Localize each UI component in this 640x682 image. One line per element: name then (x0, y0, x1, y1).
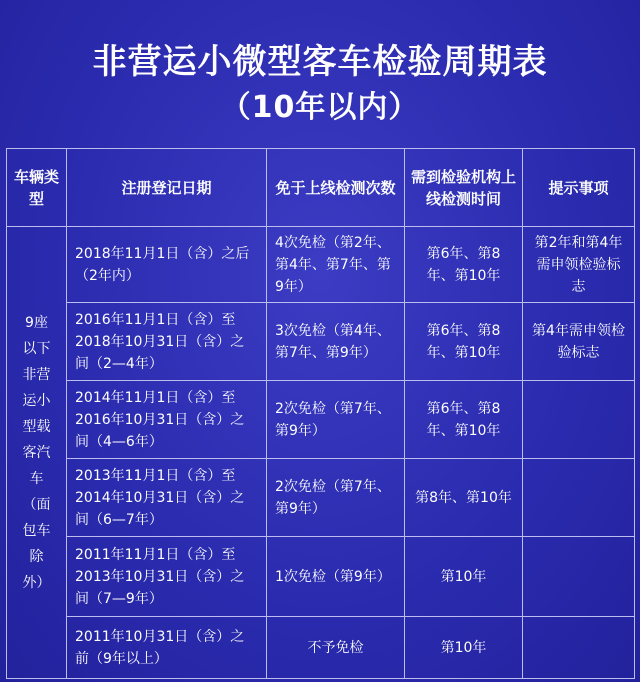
tips-cell (523, 381, 635, 459)
registration-date-cell: 2011年11月1日（含）至2013年10月31日（含）之间（7—9年） (67, 537, 267, 617)
tips-cell (523, 617, 635, 679)
page-title: 非营运小微型客车检验周期表 (92, 42, 548, 82)
inspection-time-cell: 第8年、第10年 (405, 459, 523, 537)
table-row (7, 303, 635, 381)
inspection-time-cell: 第6年、第8年、第10年 (405, 381, 523, 459)
inspection-time-cell: 第6年、第8年、第10年 (405, 303, 523, 381)
table-row (7, 459, 635, 537)
table-row (7, 381, 635, 459)
inspection-time-cell: 第10年 (405, 617, 523, 679)
registration-date-cell: 2016年11月1日（含）至2018年10月31日（含）之间（2—4年） (67, 303, 267, 381)
registration-date-cell: 2013年11月1日（含）至2014年10月31日（含）之间（6—7年） (67, 459, 267, 537)
registration-date-cell: 2011年10月31日（含）之前（9年以上） (67, 617, 267, 679)
header-tips: 提示事项 (523, 149, 635, 227)
exempt-count-cell: 不予免检 (267, 617, 405, 679)
table-row (7, 227, 635, 303)
header-exempt-count: 免于上线检测次数 (267, 149, 405, 227)
tips-cell (523, 459, 635, 537)
inspection-time-cell: 第6年、第8年、第10年 (405, 227, 523, 303)
page-subtitle: （10年以内） (220, 90, 420, 125)
exempt-count-cell: 4次免检（第2年、第4年、第7年、第9年） (267, 227, 405, 303)
registration-date-cell: 2014年11月1日（含）至2016年10月31日（含）之间（4—6年） (67, 381, 267, 459)
exempt-count-cell: 3次免检（第4年、第7年、第9年） (267, 303, 405, 381)
header-inspection-time: 需到检验机构上线检测时间 (405, 149, 523, 227)
exempt-count-cell: 2次免检（第7年、第9年） (267, 381, 405, 459)
exempt-count-cell: 2次免检（第7年、第9年） (267, 459, 405, 537)
header-vehicle-type: 车辆类型 (7, 149, 67, 227)
header-registration-date: 注册登记日期 (67, 149, 267, 227)
table-row (7, 617, 635, 679)
tips-cell: 第2年和第4年需申领检验标志 (523, 227, 635, 303)
table-header-row (7, 149, 635, 227)
exempt-count-cell: 1次免检（第9年） (267, 537, 405, 617)
vehicle-category: 9座以下非营运小型载客汽车（面包车除外） (7, 227, 67, 679)
inspection-time-cell: 第10年 (405, 537, 523, 617)
registration-date-cell: 2018年11月1日（含）之后（2年内） (67, 227, 267, 303)
tips-cell: 第4年需申领检验标志 (523, 303, 635, 381)
inspection-cycle-table (6, 148, 635, 679)
tips-cell (523, 537, 635, 617)
table-row (7, 537, 635, 617)
